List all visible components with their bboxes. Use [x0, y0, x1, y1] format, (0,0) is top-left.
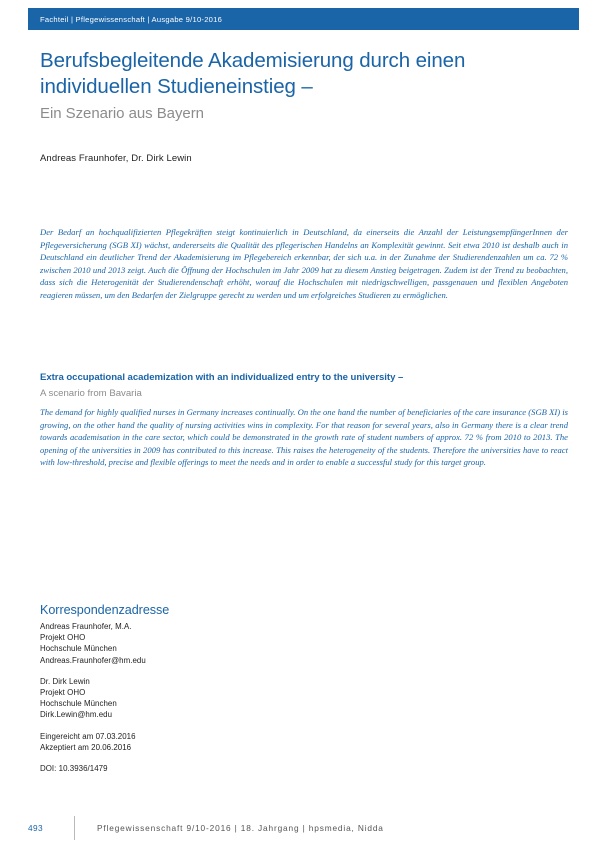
- correspondence-person-one: [40, 621, 320, 666]
- running-head-bar: [28, 8, 579, 30]
- correspondence-section: [40, 603, 320, 774]
- corr-line: Hochschule München: [40, 644, 117, 654]
- english-subtitle: A scenario from Bavaria: [40, 388, 142, 399]
- doi-block: [40, 763, 320, 774]
- abstract-english: The demand for highly qualified nurses in Germany increases continually. On the one hand the number of beneficiaries of the care insurance (SGB XI) is growing, on the other hand the quality of nursing activities wins in complexity. For that reason for several years, also in Germany there is a clear trend towards academisation in the care sector, which could be demonstrated in the growth rate of student numbers of approx. 72 % from 2010 to 2013. The opening of the universities in 2009 has contributed to this increase. This raises the heterogeneity of the students. Therefore the universities have to react with low-threshold, precise and flexible offerings to meet the needs and in order to enable a successful study for this target group.: [40, 407, 568, 468]
- submission-dates: [40, 731, 320, 753]
- accepted-date: Akzeptiert am 20.06.2016: [40, 742, 132, 752]
- running-head-text: Fachteil | Pflegewissenschaft | Ausgabe 9/10-2016: [40, 14, 223, 24]
- corr-line: Projekt OHO: [40, 633, 86, 643]
- correspondence-heading: Korrespondenzadresse: [40, 603, 170, 617]
- page-subtitle: Ein Szenario aus Bayern: [40, 105, 204, 122]
- corr-email[interactable]: Dirk.Lewin@hm.edu: [40, 710, 113, 720]
- footer-citation: Pflegewissenschaft 9/10-2016 | 18. Jahrgang | hpsmedia, Nidda: [97, 823, 384, 833]
- corr-line: Projekt OHO: [40, 688, 86, 698]
- english-title-block: [40, 371, 570, 401]
- page-number: 493: [28, 823, 44, 833]
- correspondence-person-two: [40, 676, 320, 721]
- abstract-german: Der Bedarf an hochqualifizierten Pflegekräften steigt kontinuierlich in Deutschland, da einerseits die Anzahl der LeistungsempfängerInnen der Pflegeversicherung (SGB XI) wächst, andererseits die Qualität des pflegerischen Handelns an Komplexität gewinnt. Seit etwa 2010 ist deshalb auch in Deutschland ein deutlicher Trend der Akademisierung im Pflegebereich erkennbar, der sich u.a. in der Zunahme der Studierendenzahlen um ca. 72 % zwischen 2010 und 2013 zeigt. Auch die Öffnung der Hochschulen im Jahr 2009 hat zu diesem Anstieg beigetragen. Zudem ist der Trend zu beobachten, dass sich die Heterogenität der Studierendenschaft erhöht, worauf die Hochschulen mit niedrigschwelligen, passgenauen und flexiblen Angeboten reagieren müssen, um den Bedarfen der Zielgruppe gerecht zu werden und um erfolgreiches Studieren zu ermöglichen.: [40, 227, 568, 300]
- corr-line: Hochschule München: [40, 699, 117, 709]
- page-title: Berufsbegleitende Akademisierung durch einen individuellen Studieneinstieg –: [40, 49, 466, 98]
- footer-divider: [74, 816, 75, 840]
- page-footer: [28, 816, 579, 840]
- corr-line: Dr. Dirk Lewin: [40, 676, 90, 686]
- author-list: Andreas Fraunhofer, Dr. Dirk Lewin: [40, 153, 192, 164]
- corr-email[interactable]: Andreas.Fraunhofer@hm.edu: [40, 655, 146, 665]
- corr-line: Andreas Fraunhofer, M.A.: [40, 622, 132, 631]
- title-block: [40, 48, 510, 125]
- english-title: Extra occupational academization with an individualized entry to the university –: [40, 372, 404, 383]
- doi-text[interactable]: DOI: 10.3936/1479: [40, 764, 108, 774]
- submitted-date: Eingereicht am 07.03.2016: [40, 731, 136, 741]
